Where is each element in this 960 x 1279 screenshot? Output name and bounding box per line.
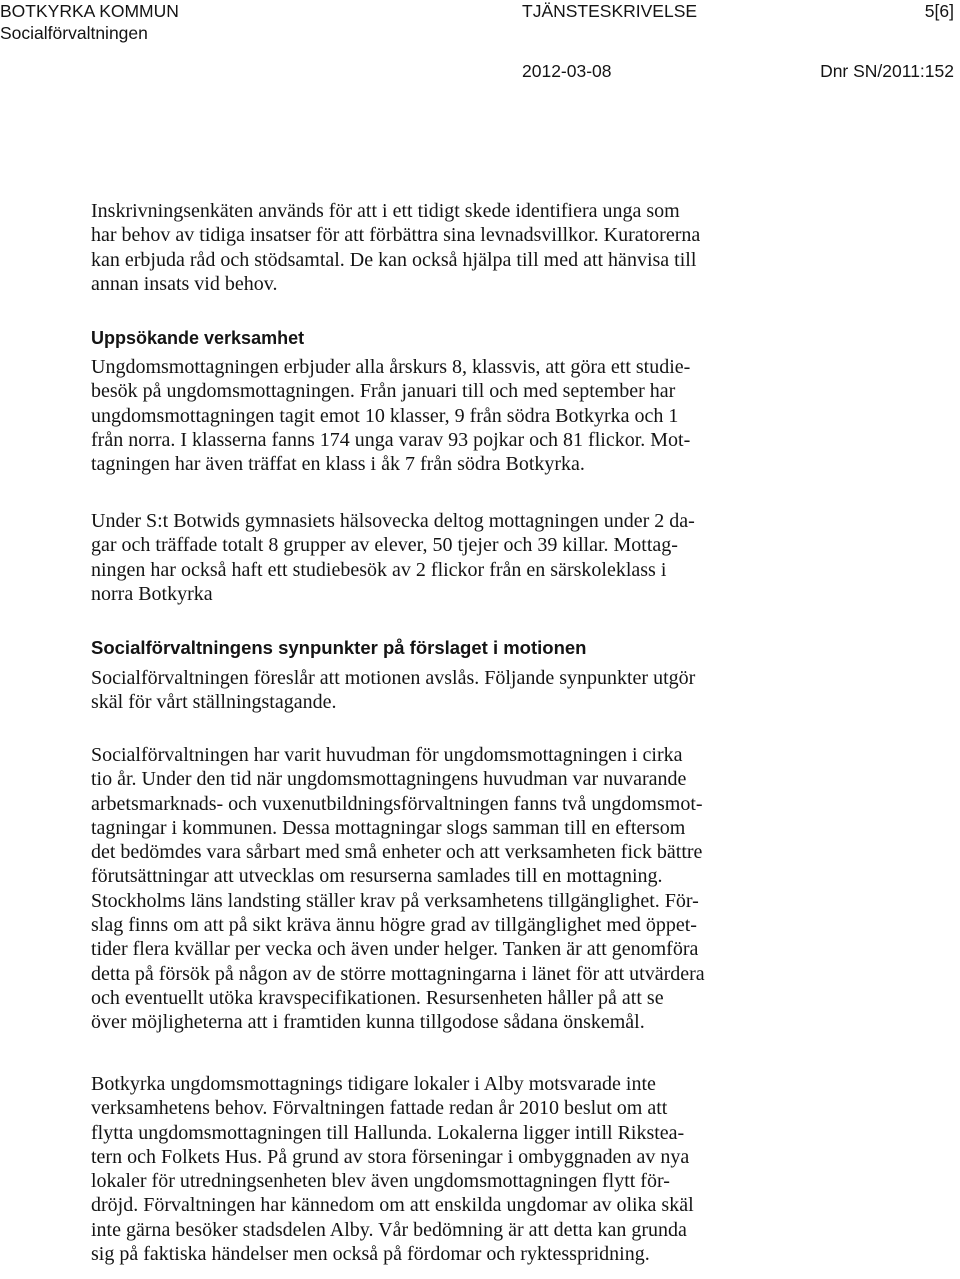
text-line: och eventuellt utöka kravspecifikationen. Resursenheten håller på att se <box>91 986 664 1009</box>
text-line: över möjligheterna att i framtiden kunna tillgodose sådana önskemål. <box>91 1011 645 1034</box>
paragraph-premises <box>91 1072 831 1266</box>
paragraph-outreach <box>91 355 831 476</box>
text-line: slag finns om att på sikt kräva ännu högre grad av tillgänglighet med öppet- <box>91 914 697 937</box>
department-name: Socialförvaltningen <box>0 23 148 43</box>
text-line: skäl för vårt ställningstagande. <box>91 691 337 714</box>
registration-number: Dnr SN/2011:152 <box>820 61 954 81</box>
text-line: arbetsmarknads- och vuxenutbildningsförvaltningen fanns två ungdomsmot- <box>91 792 703 815</box>
text-line: det bedömdes vara sårbart med små enheter och att verksamheten fick bättre <box>91 841 703 864</box>
text-line: ningen har också haft ett studiebesök av 2 flickor från en särskoleklass i <box>91 558 667 581</box>
text-line: tio år. Under den tid när ungdomsmottagningens huvudman var nuvarande <box>91 768 687 791</box>
text-line: förutsättningar att utvecklas om resurserna samlades till en mottagning. <box>91 865 663 888</box>
text-line: Inskrivningsenkäten används för att i ett tidigt skede identifiera unga som <box>91 200 680 222</box>
text-line: tagningen har även träffat en klass i åk 7 från södra Botkyrka. <box>91 453 585 476</box>
text-line: detta på försök på någon av de större mottagningarna i länet för att utvärdera <box>91 962 705 985</box>
text-line: tern och Folkets Hus. På grund av stora förseningar i ombyggnaden av nya <box>91 1145 690 1168</box>
text-line: ungdomsmottagningen tagit emot 10 klasser, 9 från södra Botkyrka och 1 <box>91 404 679 427</box>
text-line: annan insats vid behov. <box>91 272 278 295</box>
paragraph-proposal <box>91 666 831 715</box>
paragraph-intake-survey <box>91 199 831 296</box>
text-line: tider flera kvällar per vecka och även under helger. Tanken är att genomföra <box>91 938 699 961</box>
paragraph-history <box>91 743 831 1035</box>
organization-name: BOTKYRKA KOMMUN <box>0 1 179 21</box>
document-type: TJÄNSTESKRIVELSE <box>522 1 698 21</box>
text-line: tagningar i kommunen. Dessa mottagningar slogs samman till en eftersom <box>91 816 686 839</box>
text-line: sig på faktiska händelser men också på fördomar och ryktesspridning. <box>91 1243 650 1266</box>
page-number: 5[6] <box>924 1 954 21</box>
text-line: inte gärna besöker stadsdelen Alby. Vår bedömning är att detta kan grunda <box>91 1218 687 1241</box>
text-line: dröjd. Förvaltningen har kännedom om att enskilda ungdomar av olika skäl <box>91 1194 694 1217</box>
document-date: 2012-03-08 <box>522 61 612 81</box>
text-line: har behov av tidiga insatser för att förbättra sina levnadsvillkor. Kuratorerna <box>91 224 701 247</box>
text-line: Under S:t Botwids gymnasiets hälsovecka deltog mottagningen under 2 da- <box>91 510 695 532</box>
text-line: kan erbjuda råd och stödsamtal. De kan också hjälpa till med att hänvisa till <box>91 248 697 271</box>
text-line: lokaler för utredningsenheten blev även ungdomsmottagningen flytt för- <box>91 1170 670 1193</box>
text-line: gar och träffade totalt 8 grupper av elever, 50 tjejer och 39 killar. Mottag- <box>91 534 678 557</box>
text-line: flytta ungdomsmottagningen till Hallunda. Lokalerna ligger intill Rikstea- <box>91 1121 685 1144</box>
text-line: norra Botkyrka <box>91 582 213 605</box>
text-line: Botkyrka ungdomsmottagnings tidigare lokaler i Alby motsvarade inte <box>91 1073 656 1095</box>
text-line: besök på ungdomsmottagningen. Från januari till och med september har <box>91 380 676 403</box>
section-heading-outreach: Uppsökande verksamhet <box>91 328 305 348</box>
text-line: Socialförvaltningen föreslår att motionen avslås. Följande synpunkter utgör <box>91 667 696 689</box>
section-heading-viewpoints: Socialförvaltningens synpunkter på förslaget i motionen <box>91 637 587 658</box>
text-line: från norra. I klasserna fanns 174 unga varav 93 pojkar och 81 flickor. Mot- <box>91 428 691 451</box>
text-line: verksamhetens behov. Förvaltningen fattade redan år 2010 beslut om att <box>91 1097 668 1120</box>
paragraph-health-week <box>91 509 831 606</box>
text-line: Ungdomsmottagningen erbjuder alla årskurs 8, klassvis, att göra ett studie- <box>91 356 691 378</box>
text-line: Stockholms läns landsting ställer krav på verksamhetens tillgänglighet. För- <box>91 889 699 912</box>
text-line: Socialförvaltningen har varit huvudman för ungdomsmottagningen i cirka <box>91 744 683 766</box>
